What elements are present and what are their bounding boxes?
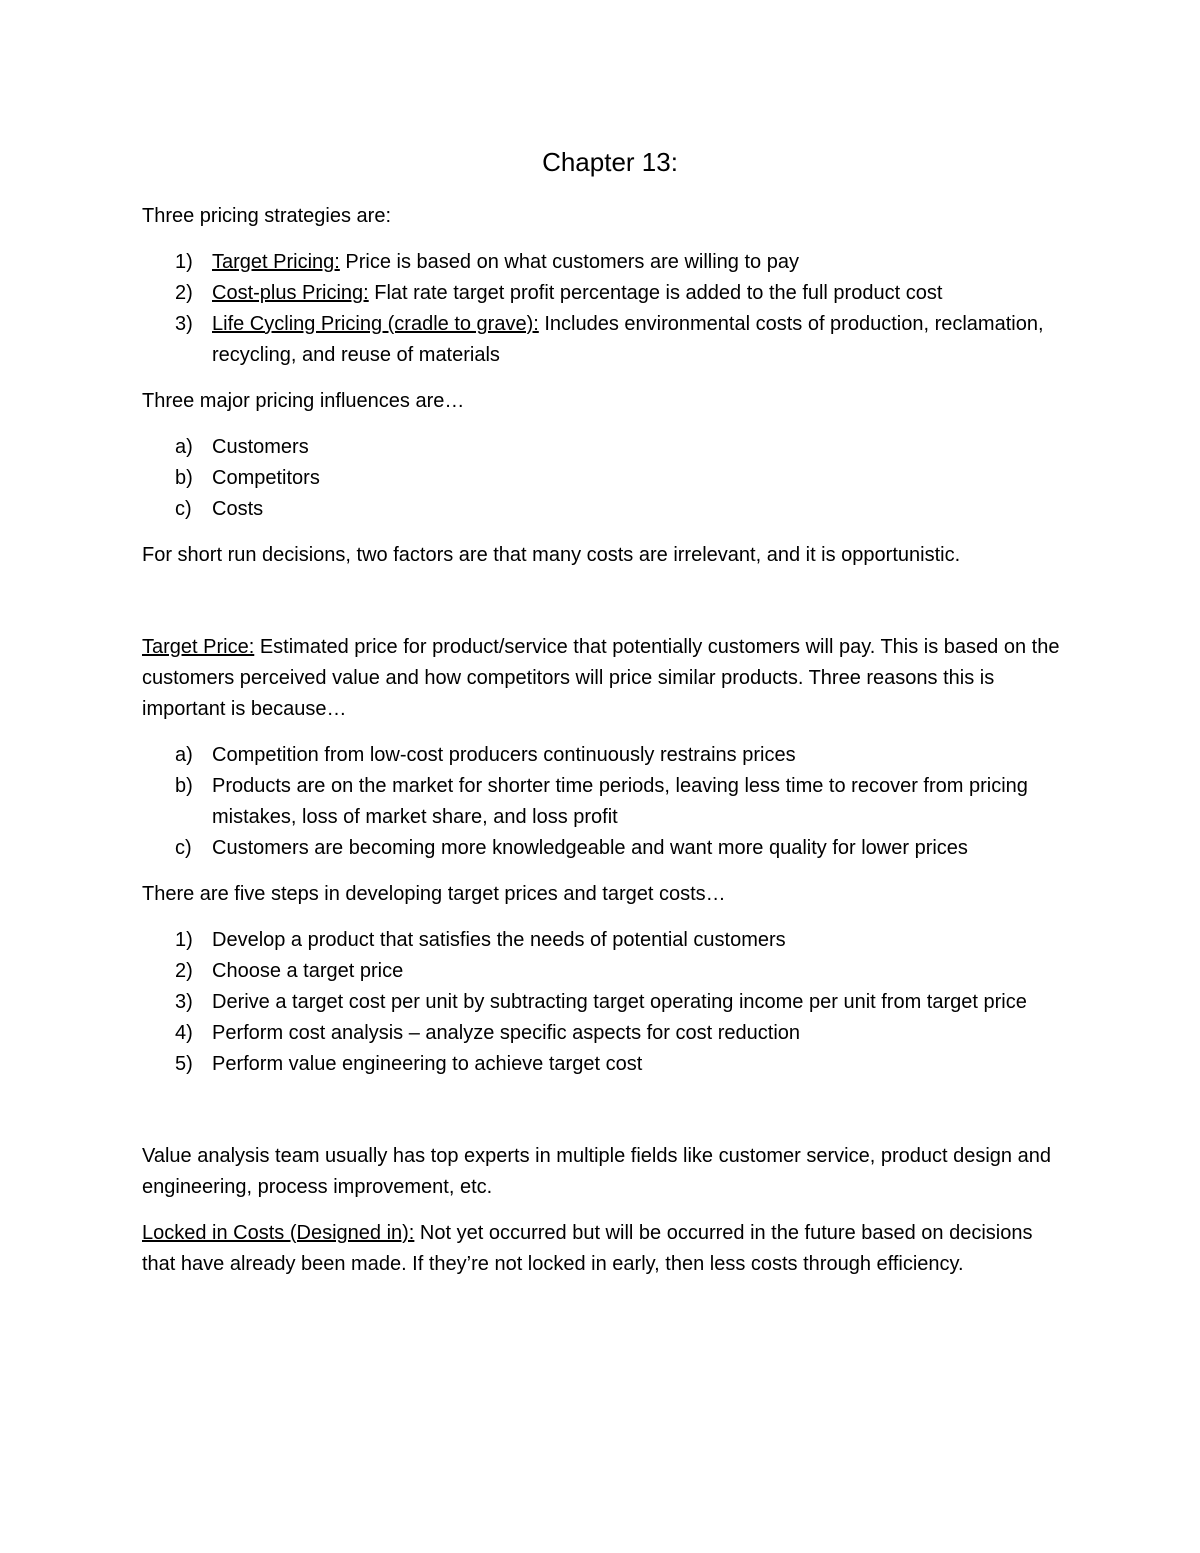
strategy-text: Price is based on what customers are willing to pay [339,251,799,273]
list-item [142,833,1062,864]
influence-text: Costs [212,498,264,520]
list-marker: 5) [175,1053,193,1075]
value-analysis-paragraph: Value analysis team usually has top experts in multiple fields like customer service, product design and engineering, process improvement, etc. [142,1145,1051,1198]
reason-text: Customers are becoming more knowledgeable and want more quality for lower prices [212,837,968,859]
list-marker: a) [175,744,193,766]
list-marker: 3) [175,991,193,1013]
list-item [142,1018,1062,1049]
steps-list [142,925,1062,1080]
list-marker: 2) [175,960,193,982]
list-item [142,278,1062,309]
list-item [142,1049,1062,1080]
target-price-term: Target Price: [142,636,255,658]
spacer [142,1095,1062,1141]
locked-costs-term: Locked in Costs (Designed in): [142,1222,415,1244]
list-marker: 2) [175,282,193,304]
target-price-paragraph [142,632,1062,725]
locked-costs-text: Not yet occurred but will be occurred in the future based on decisions that have already been made. If they’re not locked in early, then less costs through efficiency. [142,1222,1033,1275]
influences-intro: Three major pricing influences are… [142,390,465,412]
list-item [142,463,1062,494]
list-marker: b) [175,775,193,797]
short-run-paragraph: For short run decisions, two factors are that many costs are irrelevant, and it is opportunistic. [142,544,961,566]
list-item [142,956,1062,987]
reason-text: Competition from low-cost producers continuously restrains prices [212,744,796,766]
list-item [142,247,1062,278]
strategy-text: Includes environmental costs of production, reclamation, recycling, and reuse of materials [212,313,1044,366]
list-item [142,771,1062,833]
list-marker: 4) [175,1022,193,1044]
list-item [142,309,1062,371]
strategies-intro: Three pricing strategies are: [142,205,392,227]
step-text: Choose a target price [212,960,404,982]
list-marker: a) [175,436,193,458]
list-item [142,432,1062,463]
strategy-text: Flat rate target profit percentage is added to the full product cost [368,282,943,304]
locked-costs-paragraph [142,1218,1062,1280]
list-item [142,987,1062,1018]
spacer [142,586,1062,632]
document-body [142,145,1062,1295]
list-marker: 1) [175,251,193,273]
step-text: Perform value engineering to achieve target cost [212,1053,643,1075]
list-marker: 1) [175,929,193,951]
list-item [142,925,1062,956]
list-marker: c) [175,498,192,520]
list-item [142,740,1062,771]
page-title: Chapter 13: [542,147,678,177]
reasons-list [142,740,1062,864]
list-marker: b) [175,467,193,489]
strategies-list [142,247,1062,371]
strategy-term: Target Pricing: [212,251,340,273]
strategy-term: Cost-plus Pricing: [212,282,369,304]
strategy-term: Life Cycling Pricing (cradle to grave): [212,313,539,335]
list-marker: c) [175,837,192,859]
list-marker: 3) [175,313,193,335]
step-text: Derive a target cost per unit by subtracting target operating income per unit from target price [212,991,1027,1013]
influence-text: Customers [212,436,309,458]
step-text: Develop a product that satisfies the needs of potential customers [212,929,786,951]
list-item [142,494,1062,525]
step-text: Perform cost analysis – analyze specific aspects for cost reduction [212,1022,801,1044]
influences-list [142,432,1062,525]
steps-intro: There are five steps in developing target prices and target costs… [142,883,726,905]
influence-text: Competitors [212,467,320,489]
target-price-text: Estimated price for product/service that potentially customers will pay. This is based on the customers perceived value and how competitors will price similar products. Three reasons this is important is because… [142,636,1060,720]
reason-text: Products are on the market for shorter time periods, leaving less time to recover from pricing mistakes, loss of market share, and loss profit [212,775,1028,828]
